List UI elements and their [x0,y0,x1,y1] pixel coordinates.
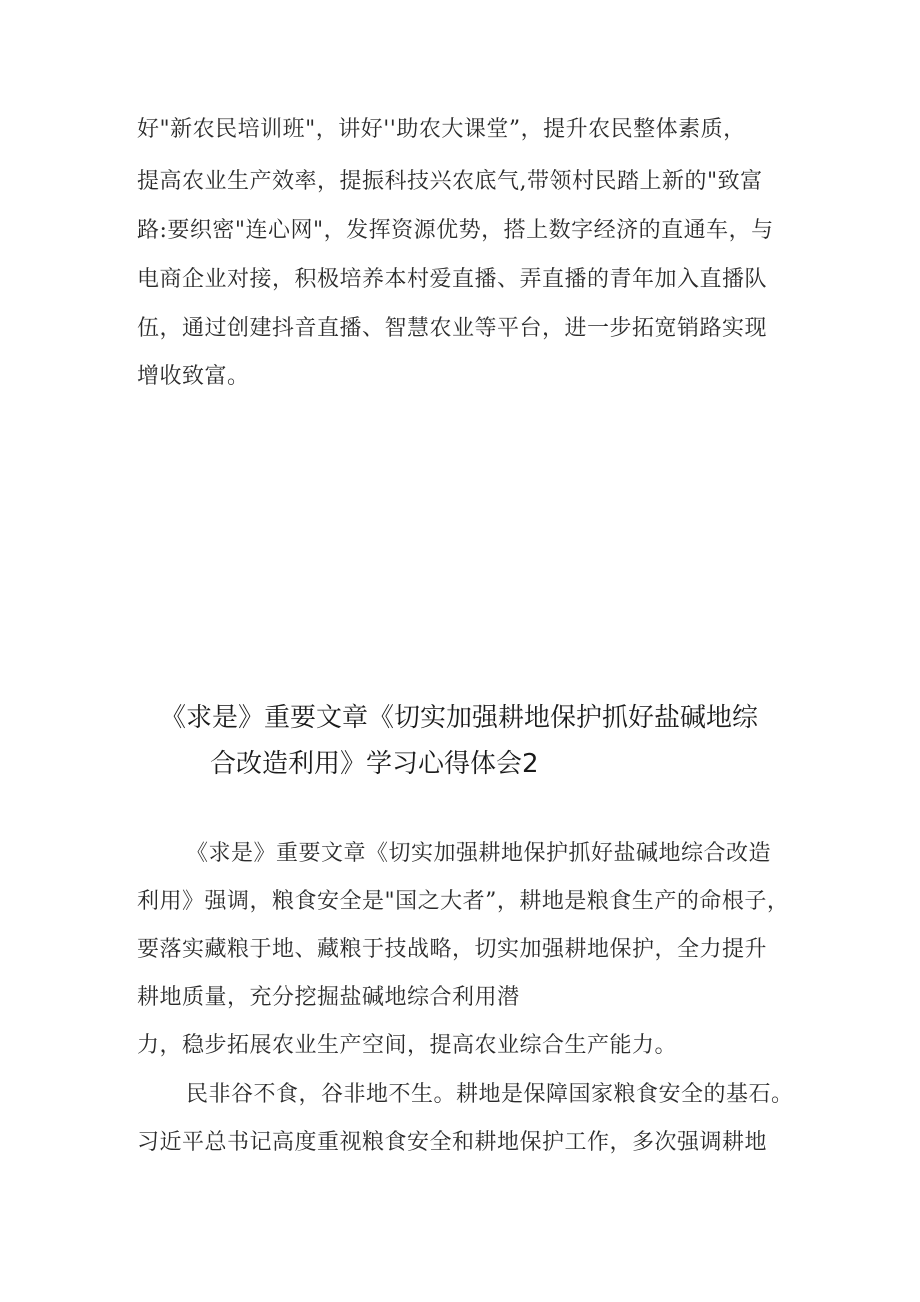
paragraph-line: 路:要织密"连心网"，发挥资源优势，搭上数字经济的直通车，与 [137,218,774,243]
paragraph-line: 好"新农民培训班"，讲好''助农大课堂”，提升农民整体素质， [137,117,746,142]
paragraph-line: 要落实藏粮于地、藏粮于技战略，切实加强耕地保护，全力提升 [137,937,768,962]
paragraph-line: 习近平总书记高度重视粮食安全和耕地保护工作，多次强调耕地 [137,1130,768,1155]
paragraph-line: 伍，通过创建抖音直播、智慧农业等平台，进一步拓宽销路实现 [137,316,768,341]
paragraph-line: 利用》强调，粮食安全是"国之大者”，耕地是粮食生产的命根子， [137,889,790,914]
paragraph-line: 提高农业生产效率，提振科技兴农底气,带领村民踏上新的"致富 [137,169,763,194]
section-title-line: 《求是》重要文章《切实加强耕地保护抓好盐碱地综 [160,703,759,733]
paragraph-line: 《求是》重要文章《切实加强耕地保护抓好盐碱地综合改造 [186,841,772,866]
paragraph-line: 耕地质量，充分挖掘盐碱地综合利用潜 [137,985,520,1010]
paragraph-line: 增收致富。 [137,364,250,389]
paragraph-line: 民非谷不食，谷非地不生。耕地是保障国家粮食安全的基石。 [186,1082,794,1107]
paragraph-line: 电商企业对接，积极培养本村爱直播、弄直播的青年加入直播队 [137,267,768,292]
section-title-line: 合改造利用》学习心得体会2 [210,749,539,779]
paragraph-line: 力，稳步拓展农业生产空间，提高农业综合生产能力。 [137,1033,678,1058]
